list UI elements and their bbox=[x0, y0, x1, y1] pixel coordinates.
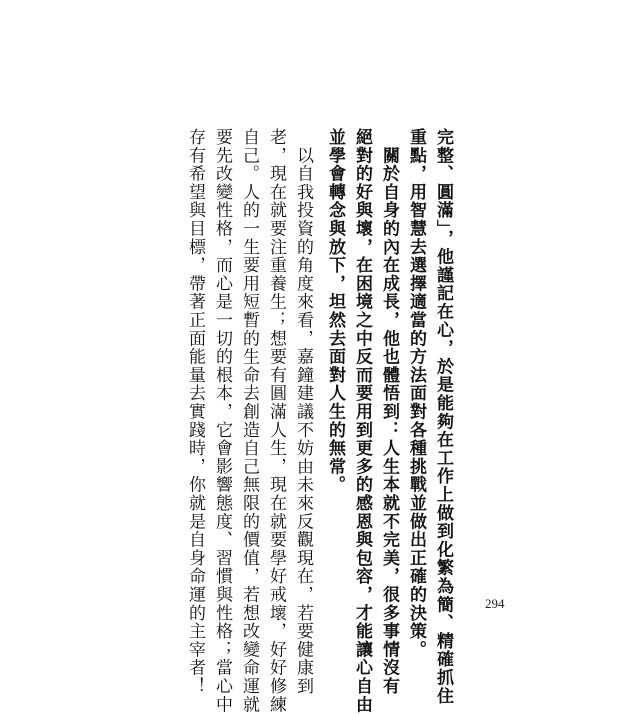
text-column-3: 關於自身的內在成長，他也體悟到：人生本就不完美，很多事情沒有 bbox=[379, 128, 399, 696]
page-number: 294 bbox=[485, 596, 505, 611]
text-column-9: 要先改變性格，而心是一切的根本，它會影響態度、習慣與性格；當心中 bbox=[212, 128, 232, 714]
text-column-7: 老，現在就要注重養生；想要有圓滿人生，現在就要學好戒壞，好好修練 bbox=[266, 128, 286, 714]
text-column-2: 重點，用智慧去選擇適當的方法面對各種挑戰並做出正確的決策。 bbox=[406, 128, 426, 659]
text-column-10: 存有希望與目標，帶著正面能量去實踐時，你就是自身命運的主宰者！ bbox=[185, 128, 205, 696]
text-column-8: 自己。人的一生要用短暫的生命去創造自己無限的價值，若想改變命運就 bbox=[239, 128, 259, 714]
text-column-4: 絕對的好與壞，在困境之中反而要用到更多的感恩與包容，才能讓心自由 bbox=[352, 128, 372, 714]
text-column-6: 以自我投資的角度來看，嘉鐘建議不妨由未來反觀現在，若要健康到 bbox=[293, 128, 313, 696]
text-column-1: 完整、圓滿」，他謹記在心，於是能夠在工作上做到化繁為簡、精確抓住 bbox=[433, 128, 453, 706]
text-column-5: 並學會轉念與放下，坦然去面對人生的無常。 bbox=[325, 128, 345, 494]
